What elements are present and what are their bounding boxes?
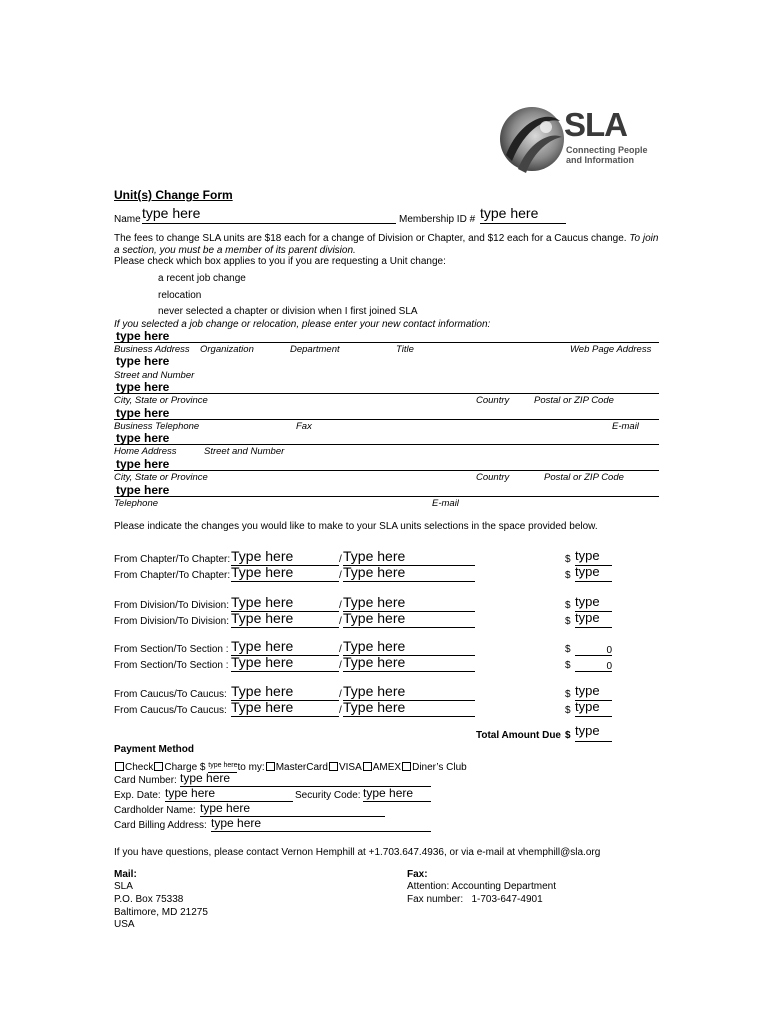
logo-tagline-1: Connecting People xyxy=(566,145,648,155)
dollar-sign: $ xyxy=(565,689,571,700)
change-row-label: From Section/To Section : xyxy=(114,660,229,671)
label-fax: Fax xyxy=(296,421,312,432)
sla-logo xyxy=(498,103,648,175)
from-unit-field[interactable]: Type here xyxy=(231,699,339,717)
membership-field[interactable]: type here xyxy=(480,205,566,224)
reason-never-selected[interactable]: never selected a chapter or division when I first joined SLA xyxy=(158,306,418,317)
home-city-field[interactable]: type here xyxy=(116,457,170,471)
total-dollar-sign: $ xyxy=(565,730,571,741)
dollar-sign: $ xyxy=(565,570,571,581)
amount-field[interactable]: type xyxy=(575,548,612,566)
fee-text: The fees to change SLA units are $18 each for a change of Division or Chapter, and $12 each for a Caucus change. xyxy=(114,233,627,244)
change-row-label: From Caucus/To Caucus: xyxy=(114,705,227,716)
change-row-label: From Caucus/To Caucus: xyxy=(114,689,227,700)
billing-address-field[interactable]: type here xyxy=(211,815,431,832)
label-country: Country xyxy=(476,395,510,406)
dollar-sign: $ xyxy=(565,616,571,627)
slash-separator: / xyxy=(339,570,342,581)
amount-field[interactable]: type xyxy=(575,610,612,628)
change-row-label: From Division/To Division: xyxy=(114,600,230,611)
mail-line-3: Baltimore, MD 21275 xyxy=(114,907,208,918)
dollar-sign: $ xyxy=(565,600,571,611)
check-label: Check xyxy=(125,762,154,773)
name-field[interactable]: type here xyxy=(142,205,396,224)
total-amount-field[interactable]: type xyxy=(575,723,612,742)
form-title: Unit(s) Change Form xyxy=(114,188,233,202)
changes-instruction: Please indicate the changes you would like to make to your SLA units selections in the space provided below. xyxy=(114,521,598,532)
change-row-label: From Section/To Section : xyxy=(114,644,229,655)
change-row-label: From Chapter/To Chapter: xyxy=(114,554,231,565)
logo-wordmark: SLA xyxy=(564,106,627,143)
check-checkbox[interactable] xyxy=(115,762,124,771)
from-unit-field[interactable]: Type here xyxy=(231,564,339,582)
from-unit-field[interactable]: Type here xyxy=(231,683,339,701)
city-field[interactable]: type here xyxy=(116,380,170,394)
fax-title: Fax: xyxy=(407,869,428,880)
dollar-sign: $ xyxy=(565,554,571,565)
business-phone-field[interactable]: type here xyxy=(116,406,170,420)
contact-prompt: If you selected a job change or relocation, please enter your new contact information: xyxy=(114,319,491,330)
dollar-sign: $ xyxy=(565,660,571,671)
label-business-telephone: Business Telephone xyxy=(114,421,200,432)
name-label: Name xyxy=(114,214,141,225)
fax-line-2: Fax number: 1-703-647-4901 xyxy=(407,894,543,905)
telephone-field[interactable]: type here xyxy=(116,483,170,497)
from-unit-field[interactable]: Type here xyxy=(231,594,339,612)
card-number-field[interactable]: type here xyxy=(180,770,431,787)
label-street: Street and Number xyxy=(114,370,195,381)
label-home-street: Street and Number xyxy=(204,446,285,457)
charge-label: Charge $ xyxy=(164,762,206,773)
label-home-address: Home Address xyxy=(114,446,177,457)
to-unit-field[interactable]: Type here xyxy=(343,594,475,612)
label-home-city: City, State or Province xyxy=(114,472,208,483)
label-home-country: Country xyxy=(476,472,510,483)
charge-amount-field[interactable]: type here xyxy=(208,760,237,773)
card-number-label: Card Number: xyxy=(114,775,177,786)
home-address-field[interactable]: type here xyxy=(116,431,170,445)
amount-field[interactable]: type xyxy=(575,699,612,717)
label-email: E-mail xyxy=(612,421,639,432)
reason-job-change[interactable]: a recent job change xyxy=(158,273,246,284)
from-unit-field[interactable]: Type here xyxy=(231,638,339,656)
dollar-sign: $ xyxy=(565,644,571,655)
label-department: Department xyxy=(290,344,340,355)
questions-text: If you have questions, please contact Vernon Hemphill at +1.703.647.4936, or via e-mail at vhemphill@sla.org xyxy=(114,847,601,858)
to-unit-field[interactable]: Type here xyxy=(343,610,475,628)
globe-logo-icon xyxy=(498,103,564,175)
change-row-label: From Chapter/To Chapter: xyxy=(114,570,231,581)
cardholder-label: Cardholder Name: xyxy=(114,805,196,816)
check-instruction: Please check which box applies to you if you are requesting a Unit change: xyxy=(114,256,446,267)
cardholder-field[interactable]: type here xyxy=(200,800,385,817)
label-home-postal: Postal or ZIP Code xyxy=(544,472,624,483)
to-unit-field[interactable]: Type here xyxy=(343,654,475,672)
visa-label: VISA xyxy=(338,762,362,773)
label-title: Title xyxy=(396,344,414,355)
to-unit-field[interactable]: Type here xyxy=(343,638,475,656)
to-my-label: to my: xyxy=(237,762,265,773)
amex-label: AMEX xyxy=(372,762,402,773)
section-note: To join a section, you must be a member of its parent division. xyxy=(114,233,659,256)
to-unit-field[interactable]: Type here xyxy=(343,548,475,566)
exp-date-label: Exp. Date: xyxy=(114,790,161,801)
charge-checkbox[interactable] xyxy=(154,762,163,771)
slash-separator: / xyxy=(339,660,342,671)
fax-line-1: Attention: Accounting Department xyxy=(407,881,556,892)
mail-line-4: USA xyxy=(114,919,135,930)
business-address-field[interactable]: type here xyxy=(116,329,170,343)
intro-text xyxy=(114,233,659,257)
from-unit-field[interactable]: Type here xyxy=(231,610,339,628)
reason-relocation[interactable]: relocation xyxy=(158,290,202,301)
label-city: City, State or Province xyxy=(114,395,208,406)
amount-field[interactable]: type xyxy=(575,594,612,612)
mail-line-2: P.O. Box 75338 xyxy=(114,894,184,905)
label-postal: Postal or ZIP Code xyxy=(534,395,614,406)
dollar-sign: $ xyxy=(565,705,571,716)
label-business-address: Business Address xyxy=(114,344,190,355)
label-home-email: E-mail xyxy=(432,498,459,509)
amount-field[interactable]: type xyxy=(575,683,612,701)
membership-label: Membership ID # xyxy=(399,214,476,225)
slash-separator: / xyxy=(339,644,342,655)
total-label: Total Amount Due xyxy=(476,730,561,741)
mail-line-1: SLA xyxy=(114,881,133,892)
amount-field[interactable]: 0 xyxy=(575,654,612,672)
from-unit-field[interactable]: Type here xyxy=(231,548,339,566)
payment-title: Payment Method xyxy=(114,744,195,755)
billing-address-label: Card Billing Address: xyxy=(114,820,207,831)
mastercard-label: MasterCard xyxy=(275,762,328,773)
slash-separator: / xyxy=(339,705,342,716)
slash-separator: / xyxy=(339,689,342,700)
slash-separator: / xyxy=(339,616,342,627)
to-unit-field[interactable]: Type here xyxy=(343,564,475,582)
slash-separator: / xyxy=(339,600,342,611)
mail-title: Mail: xyxy=(114,869,137,880)
from-unit-field[interactable]: Type here xyxy=(231,654,339,672)
security-code-field[interactable]: type here xyxy=(363,785,431,802)
change-row-label: From Division/To Division: xyxy=(114,616,230,627)
security-code-label: Security Code: xyxy=(295,790,361,801)
street-field[interactable]: type here xyxy=(116,354,170,368)
amount-field[interactable]: type xyxy=(575,564,612,582)
exp-date-field[interactable]: type here xyxy=(165,785,293,802)
label-web-page: Web Page Address xyxy=(570,344,652,355)
diners-label: Diner’s Club xyxy=(412,762,467,773)
amount-field[interactable]: 0 xyxy=(575,638,612,656)
to-unit-field[interactable]: Type here xyxy=(343,683,475,701)
slash-separator: / xyxy=(339,554,342,565)
label-telephone: Telephone xyxy=(114,498,159,509)
label-organization: Organization xyxy=(200,344,254,355)
to-unit-field[interactable]: Type here xyxy=(343,699,475,717)
logo-tagline-2: and Information xyxy=(566,155,634,165)
